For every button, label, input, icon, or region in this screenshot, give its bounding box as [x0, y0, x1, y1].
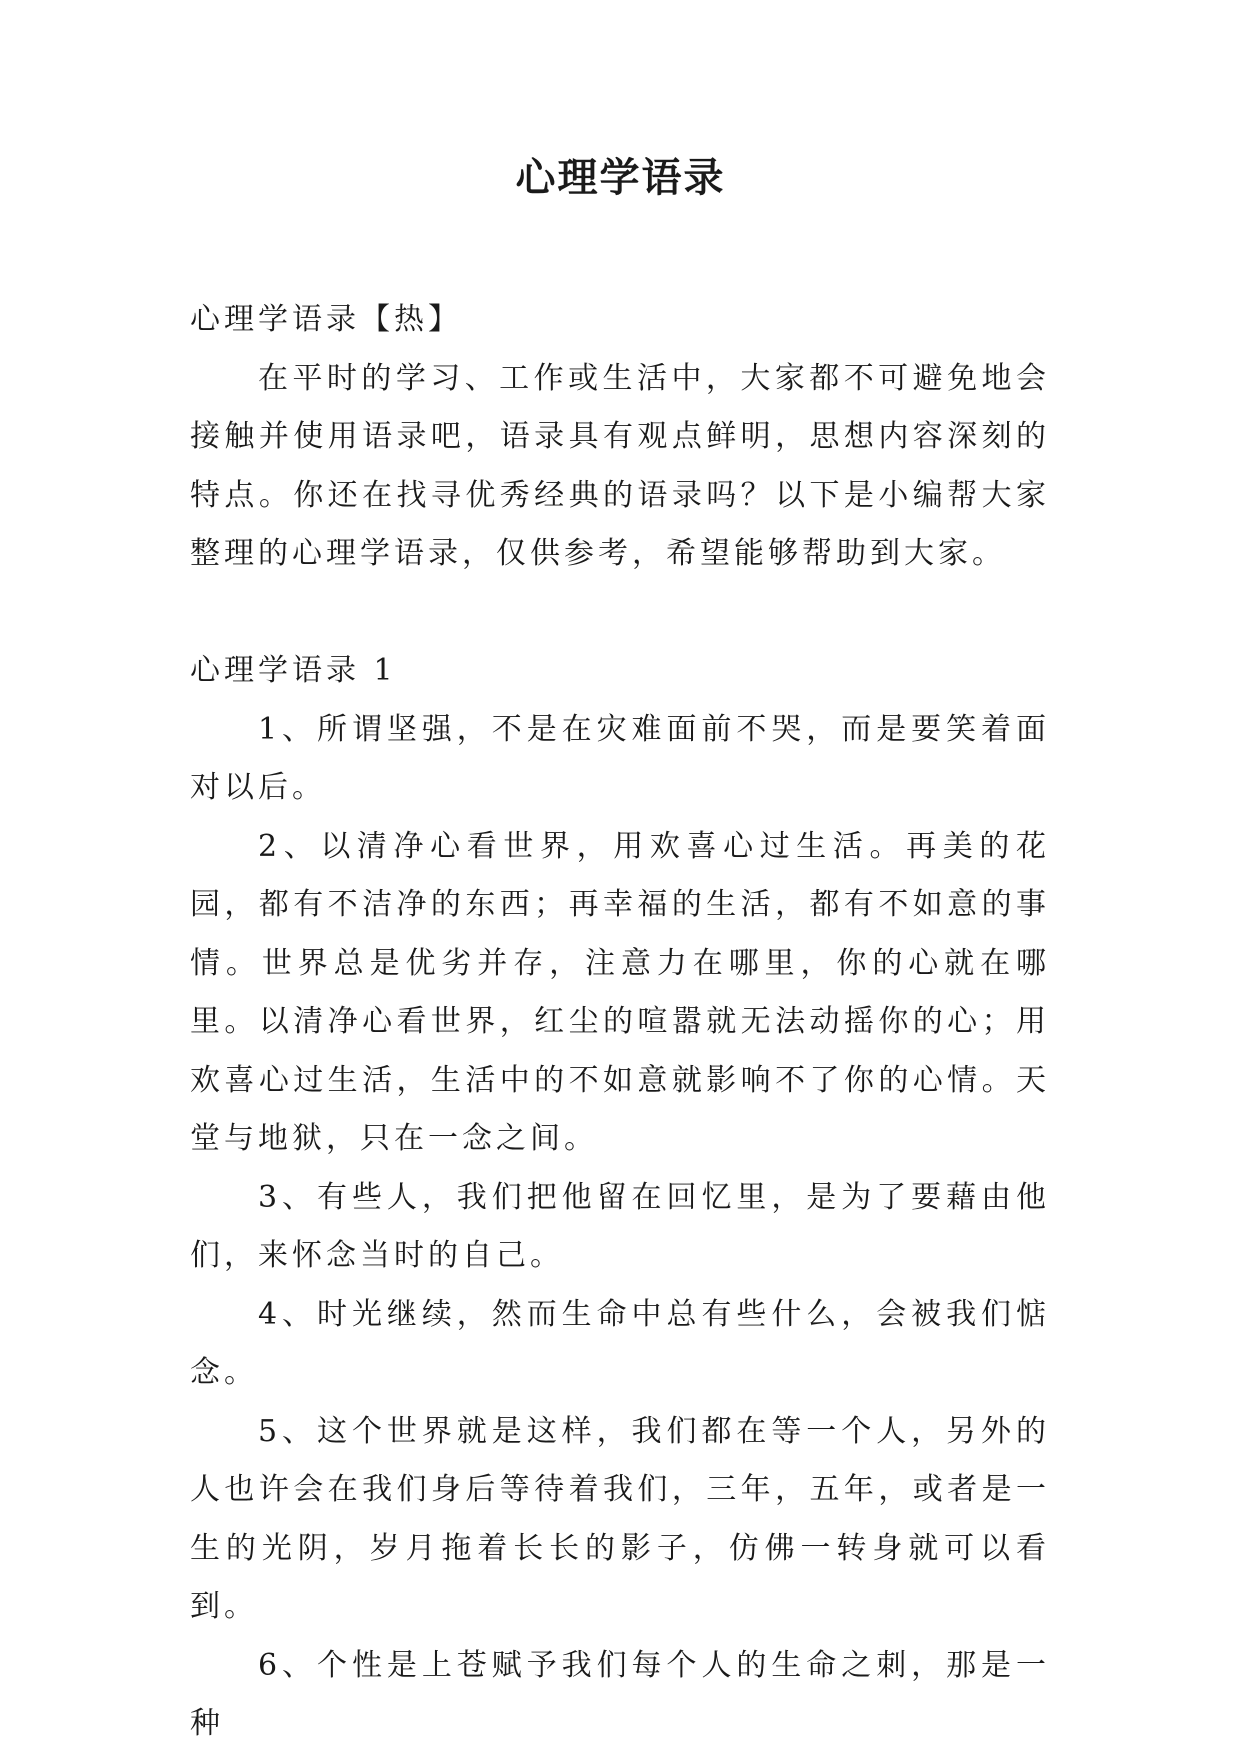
quote-paragraph: 6、个性是上苍赋予我们每个人的生命之刺，那是一种 [190, 1647, 1050, 1741]
document-body [190, 291, 1050, 1754]
quote-paragraph: 5、这个世界就是这样，我们都在等一个人，另外的人也许会在我们身后等待着我们，三年，五年，或者是一生的光阴，岁月拖着长长的影子，仿佛一转身就可以看到。 [190, 1413, 1050, 1624]
quote-paragraph: 4、时光继续，然而生命中总有些什么，会被我们惦念。 [190, 1296, 1050, 1390]
document-title: 心理学语录 [515, 155, 726, 201]
quote-paragraph: 3、有些人，我们把他留在回忆里，是为了要藉由他们，来怀念当时的自己。 [190, 1179, 1050, 1273]
quote-paragraph: 1、所谓坚强，不是在灾难面前不哭，而是要笑着面对以后。 [190, 711, 1050, 805]
intro-paragraph: 在平时的学习、工作或生活中，大家都不可避免地会接触并使用语录吧，语录具有观点鲜明，思想内容深刻的特点。你还在找寻优秀经典的语录吗？以下是小编帮大家整理的心理学语录，仅供参考，希望能够帮助到大家。 [190, 360, 1050, 571]
intro-heading: 心理学语录【热】 [190, 302, 462, 337]
quote-paragraph: 2、以清净心看世界，用欢喜心过生活。再美的花园，都有不洁净的东西；再幸福的生活，都有不如意的事情。世界总是优劣并存，注意力在哪里，你的心就在哪里。以清净心看世界，红尘的喧嚣就无法动摇你的心；用欢喜心过生活，生活中的不如意就影响不了你的心情。天堂与地狱，只在一念之间。 [190, 828, 1050, 1156]
spacer [190, 584, 1050, 643]
section-heading: 心理学语录 1 [190, 653, 397, 688]
